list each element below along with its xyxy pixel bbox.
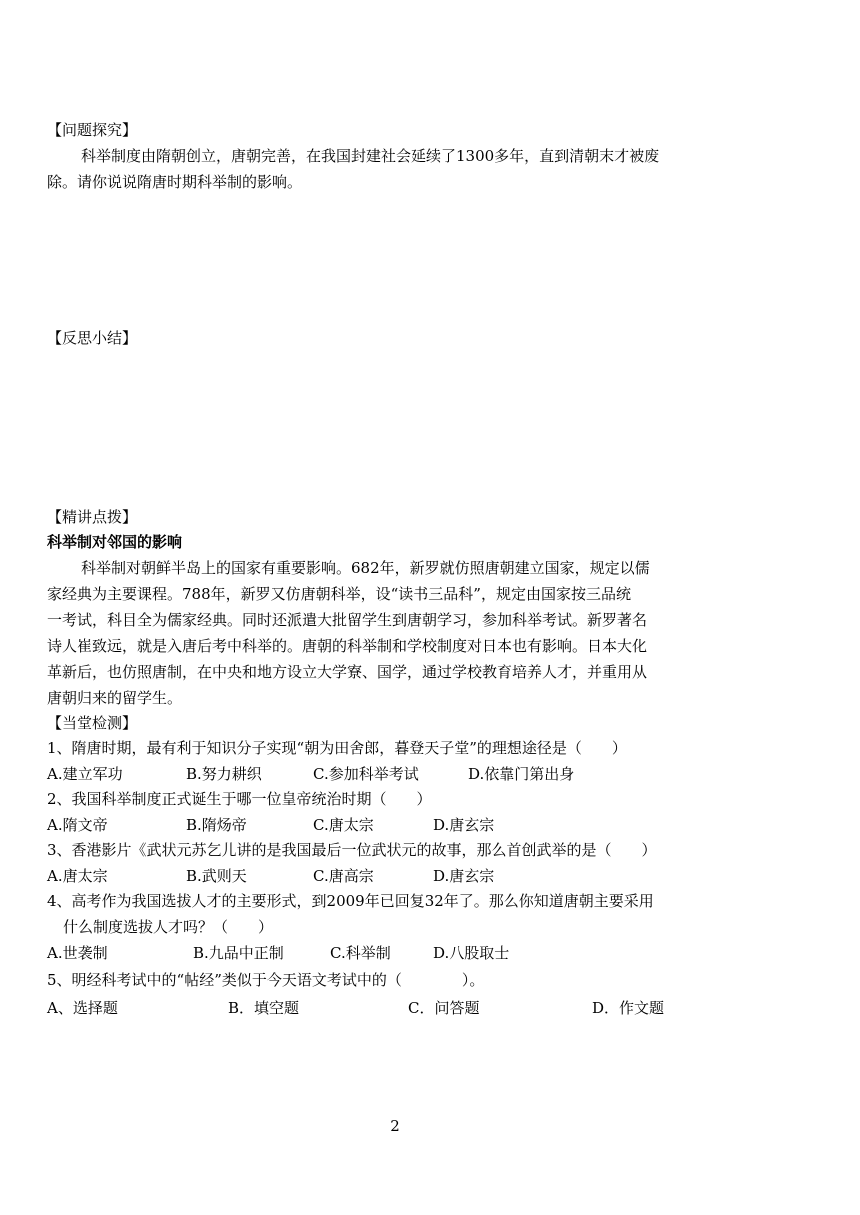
page-number: 2 [390, 1117, 400, 1135]
option-a: A.世袭制 [47, 944, 108, 962]
key-points-title: 科举制对邻国的影响 [47, 533, 183, 551]
option-d: D．作文题 [592, 999, 665, 1017]
key-points-text-line: 一考试，科目全为儒家经典。同时还派遣大批留学生到唐朝学习，参加科举考试。新罗著名 [47, 611, 648, 629]
key-points-text-line: 家经典为主要课程。788年，新罗又仿唐朝科举，设“读书三品科”，规定由国家按三品统 [47, 585, 631, 603]
option-b: B.九品中正制 [193, 944, 284, 962]
option-c: C.唐高宗 [313, 867, 374, 885]
option-a: A.隋文帝 [47, 816, 108, 834]
key-points-text-line: 科举制对朝鲜半岛上的国家有重要影响。682年，新罗就仿照唐朝建立国家，规定以儒 [81, 559, 650, 577]
option-d: D.八股取士 [433, 944, 510, 962]
section-heading-reflection: 【反思小结】 [47, 329, 138, 347]
question-4-text: 什么制度选拔人才吗？（ ） [63, 918, 274, 936]
option-d: D.唐玄宗 [433, 867, 495, 885]
option-c: C.科举制 [330, 944, 391, 962]
option-c: C．问答题 [408, 999, 480, 1017]
question-5-text: 5、明经科考试中的“帖经”类似于今天语文考试中的（ ）。 [47, 971, 485, 989]
option-c: C.参加科举考试 [313, 765, 419, 783]
question-3-text: 3、香港影片《武状元苏乞儿讲的是我国最后一位武状元的故事，那么首创武举的是（ ） [47, 841, 657, 859]
question-4-text: 4、高考作为我国选拔人才的主要形式，到2009年已回复32年了。那么你知道唐朝主要采用 [47, 892, 654, 910]
question-2-text: 2、我国科举制度正式诞生于哪一位皇帝统治时期（ ） [47, 790, 432, 808]
key-points-text-line: 唐朝归来的留学生。 [47, 689, 183, 707]
option-a: A.唐太宗 [47, 867, 108, 885]
option-b: B.努力耕织 [186, 765, 262, 783]
section-heading-inquiry: 【问题探究】 [47, 121, 138, 139]
section-heading-key-points: 【精讲点拨】 [47, 508, 138, 526]
option-c: C.唐太宗 [313, 816, 374, 834]
option-b: B.武则天 [186, 867, 247, 885]
inquiry-text-line: 除。请你说说隋唐时期科举制的影响。 [47, 173, 303, 191]
question-1-text: 1、隋唐时期，最有利于知识分子实现“朝为田舍郎，暮登天子堂”的理想途径是（ ） [47, 739, 627, 757]
section-heading-quiz: 【当堂检测】 [47, 714, 138, 732]
option-b: B．填空题 [228, 999, 300, 1017]
option-b: B.隋炀帝 [186, 816, 247, 834]
key-points-text-line: 诗人崔致远，就是入唐后考中科举的。唐朝的科举制和学校制度对日本也有影响。日本大化 [47, 637, 648, 655]
option-a: A、选择题 [47, 999, 118, 1017]
option-d: D.唐玄宗 [433, 816, 495, 834]
option-a: A.建立军功 [47, 765, 123, 783]
inquiry-text-line: 科举制度由隋朝创立，唐朝完善，在我国封建社会延续了1300多年，直到清朝末才被废 [81, 147, 660, 165]
option-d: D.依靠门第出身 [468, 765, 575, 783]
key-points-text-line: 革新后，也仿照唐制，在中央和地方设立大学寮、国学，通过学校教育培养人才，并重用从 [47, 663, 648, 681]
